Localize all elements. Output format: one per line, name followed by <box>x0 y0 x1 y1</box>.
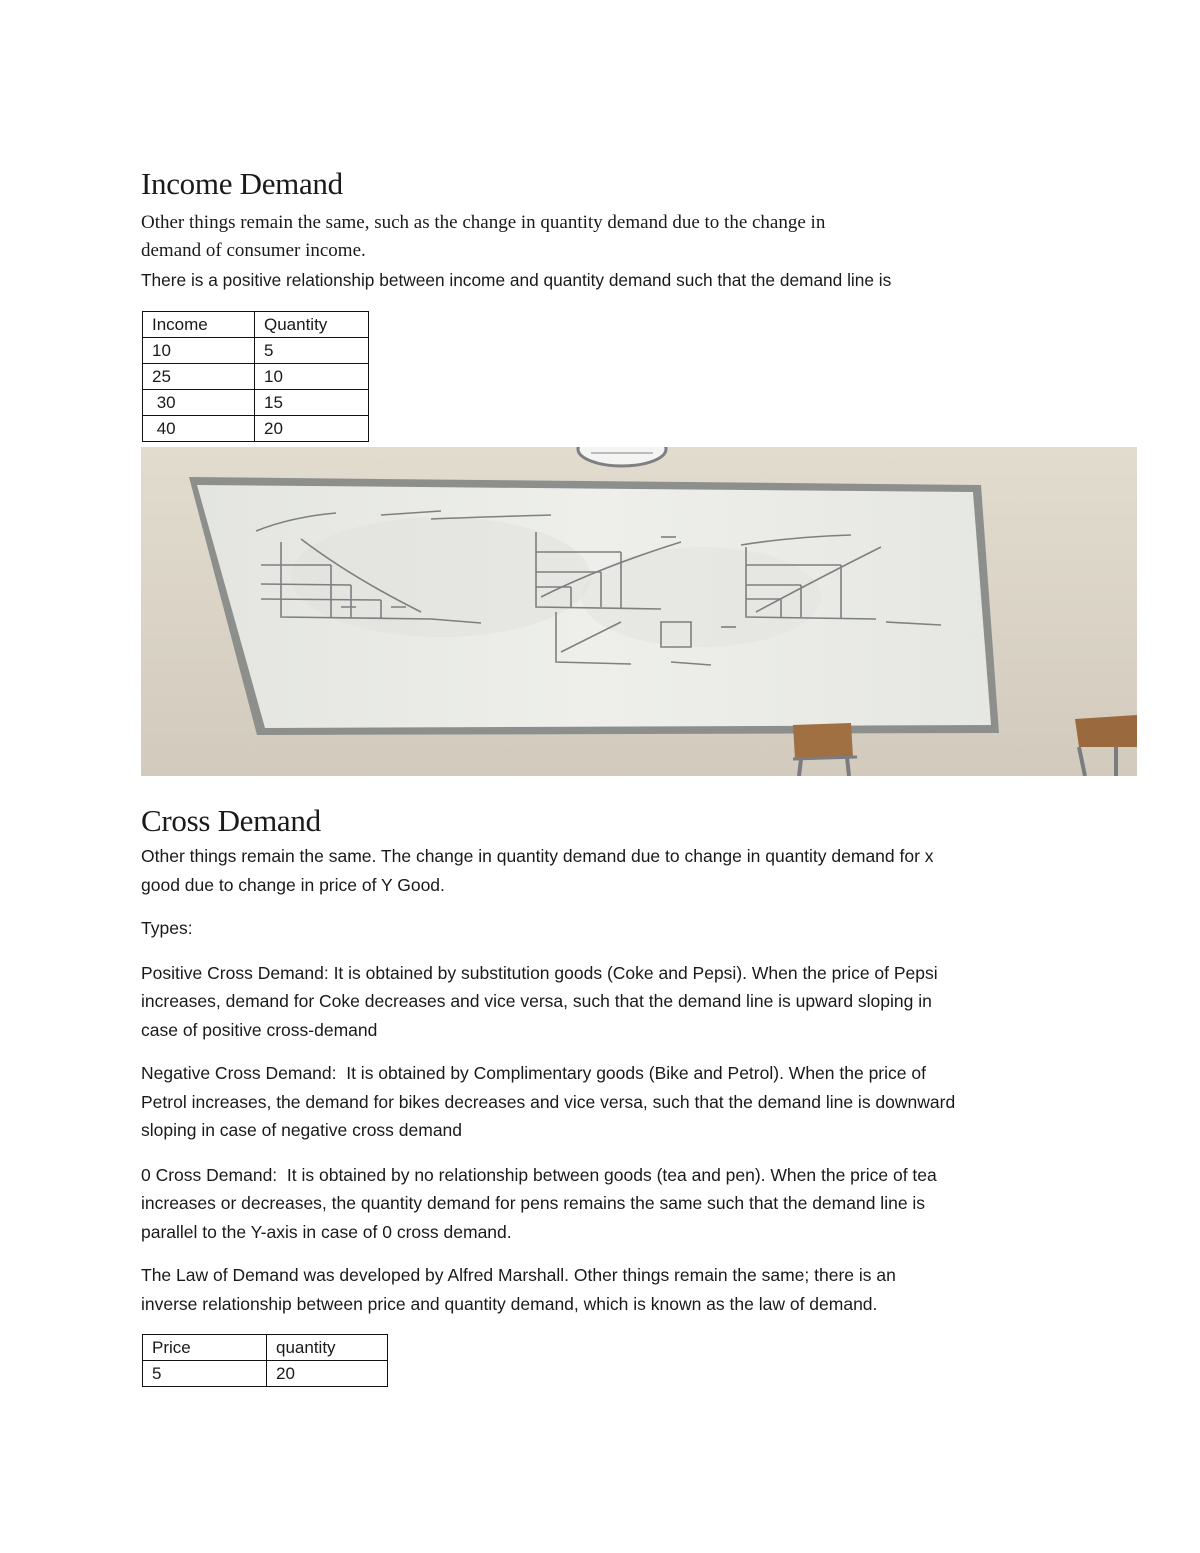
income-paragraph-line-1: Other things remain the same, such as the change in quantity demand due to the change in <box>141 212 826 233</box>
table-cell: 10 <box>255 364 369 390</box>
income-demand-heading: Income Demand <box>141 166 343 201</box>
negative-cross-line-2: Petrol increases, the demand for bikes decreases and vice versa, such that the demand line is downward <box>141 1092 956 1112</box>
law-of-demand-line-2: inverse relationship between price and quantity demand, which is known as the law of demand. <box>141 1294 878 1314</box>
zero-cross-line-1: 0 Cross Demand: It is obtained by no relationship between goods (tea and pen). When the price of tea <box>141 1165 937 1185</box>
table-header-cell: quantity <box>267 1335 388 1361</box>
types-label: Types: <box>141 918 193 938</box>
table-cell: 15 <box>255 390 369 416</box>
table-row <box>143 1361 388 1387</box>
table-cell: 10 <box>143 338 255 364</box>
table-header-cell: Quantity <box>255 312 369 338</box>
table-cell: 40 <box>143 416 255 442</box>
table-header-row <box>143 1335 388 1361</box>
table-cell: 5 <box>143 1361 267 1387</box>
law-of-demand-line-1: The Law of Demand was developed by Alfred Marshall. Other things remain the same; there is an <box>141 1265 896 1285</box>
income-quantity-table <box>142 311 369 442</box>
table-cell: 20 <box>267 1361 388 1387</box>
negative-cross-line-3: sloping in case of negative cross demand <box>141 1120 463 1140</box>
positive-cross-line-1: Positive Cross Demand: It is obtained by substitution goods (Coke and Pepsi). When the price of Pepsi <box>141 963 938 983</box>
table-row <box>143 364 369 390</box>
table-cell: 30 <box>143 390 255 416</box>
price-quantity-table <box>142 1334 388 1387</box>
table-row <box>143 416 369 442</box>
table-header-cell: Price <box>143 1335 267 1361</box>
cross-intro-line-1: Other things remain the same. The change in quantity demand due to change in quantity demand for x <box>141 846 934 866</box>
table-row <box>143 338 369 364</box>
income-paragraph-line-2: demand of consumer income. <box>141 240 366 261</box>
table-cell: 5 <box>255 338 369 364</box>
table-header-row <box>143 312 369 338</box>
negative-cross-line-1: Negative Cross Demand: It is obtained by Complimentary goods (Bike and Petrol). When the price of <box>141 1063 926 1083</box>
income-relationship-text: There is a positive relationship between income and quantity demand such that the demand line is <box>141 270 892 290</box>
table-cell: 25 <box>143 364 255 390</box>
table-header-cell: Income <box>143 312 255 338</box>
whiteboard-photo <box>141 447 1137 776</box>
table-cell: 20 <box>255 416 369 442</box>
positive-cross-line-2: increases, demand for Coke decreases and vice versa, such that the demand line is upward sloping in <box>141 991 932 1011</box>
cross-demand-heading: Cross Demand <box>141 803 321 838</box>
cross-intro-line-2: good due to change in price of Y Good. <box>141 875 445 895</box>
table-row <box>143 390 369 416</box>
zero-cross-line-2: increases or decreases, the quantity demand for pens remains the same such that the demand line is <box>141 1193 926 1213</box>
positive-cross-line-3: case of positive cross-demand <box>141 1020 378 1040</box>
zero-cross-line-3: parallel to the Y-axis in case of 0 cross demand. <box>141 1222 512 1242</box>
